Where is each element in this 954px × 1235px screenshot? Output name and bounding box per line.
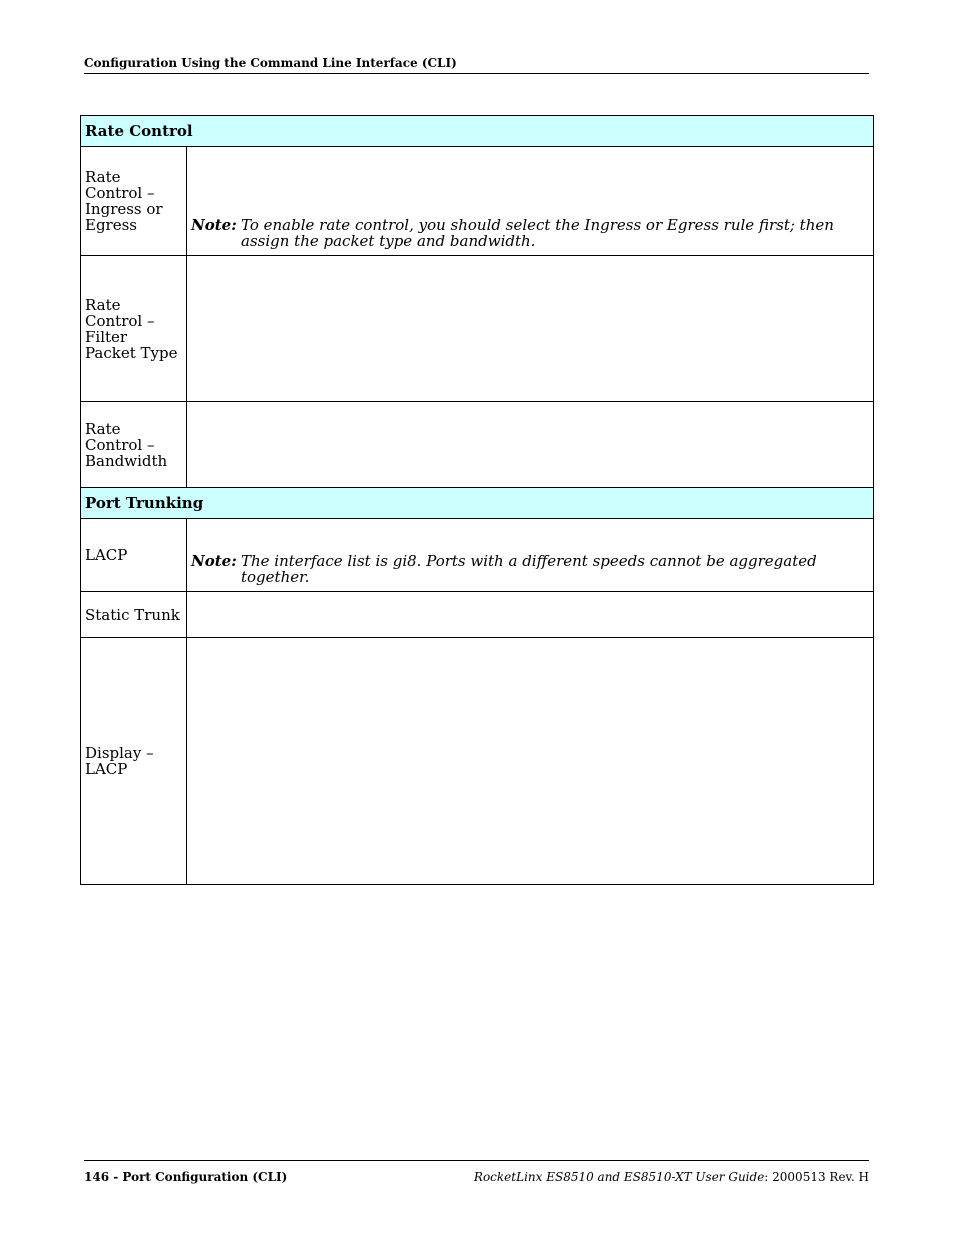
note-label: Note: [191,216,237,234]
row-label-display-lacp: Display – LACP [81,638,187,885]
footer-document-title [474,1170,869,1184]
note-label: Note: [191,552,237,570]
section-title-port-trunking: Port Trunking [81,488,874,519]
row-label-ingress-egress: Rate Control – Ingress or Egress [81,147,187,256]
note-text: The interface list is gi8. Ports with a different speeds cannot be aggregated together. [241,552,817,586]
table-row [81,519,874,592]
table-row [81,592,874,638]
row-label-filter-packet-type: Rate Control – Filter Packet Type [81,256,187,402]
footer-page-label: 146 - Port Configuration (CLI) [84,1170,288,1184]
note-text: To enable rate control, you should select the Ingress or Egress rule first; then assign the packet type and bandwidth. [241,216,834,250]
row-content-bandwidth [187,402,874,488]
row-label-static-trunk: Static Trunk [81,592,187,638]
row-content-ingress-egress [187,147,874,256]
row-label-lacp: LACP [81,519,187,592]
section-header-row [81,488,874,519]
table-row [81,638,874,885]
table-row [81,147,874,256]
running-header: Configuration Using the Command Line Interface (CLI) [84,56,457,70]
table-row [81,256,874,402]
cli-settings-table [80,115,874,885]
footer-guide-title: RocketLinx ES8510 and ES8510-XT User Guide [473,1170,765,1184]
row-content-static-trunk [187,592,874,638]
row-content-filter-packet-type [187,256,874,402]
table-row [81,402,874,488]
note-ingress-egress [191,217,865,249]
footer-revision: : 2000513 Rev. H [764,1170,869,1184]
row-content-display-lacp [187,638,874,885]
footer-rule [84,1160,869,1161]
section-title-rate-control: Rate Control [81,116,874,147]
header-rule [84,73,869,74]
row-label-bandwidth: Rate Control – Bandwidth [81,402,187,488]
section-header-row [81,116,874,147]
row-content-lacp [187,519,874,592]
note-lacp [191,553,865,585]
